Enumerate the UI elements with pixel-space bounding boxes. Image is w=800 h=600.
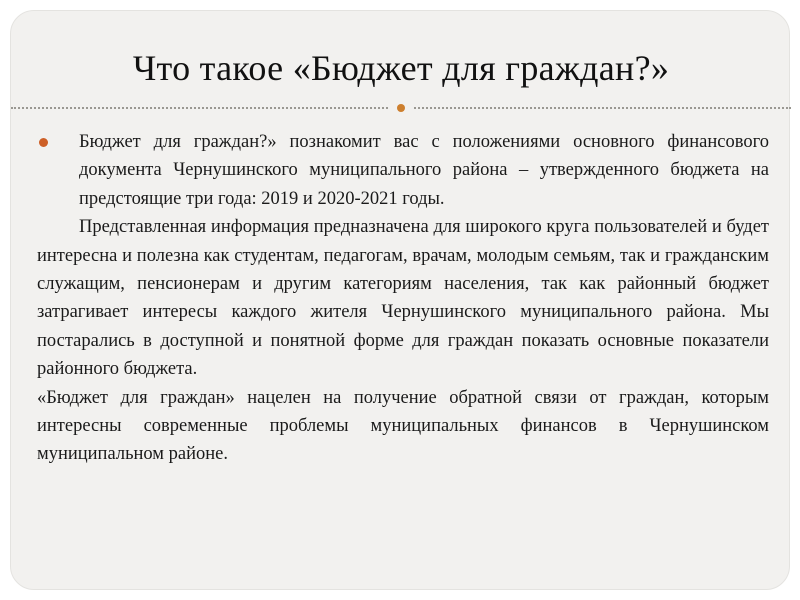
- body-paragraph-1: Представленная информация предназначена для широкого круга пользователей и будет интересна и полезна как студентам, педагогам, врачам, молодым семьям, так и гражданским служащим, пенсионерам и другим категориям населения, так как районный бюджет затрагивает интересы каждого жителя Чернушинского муниципального района. Мы постарались в доступной и понятной форме для граждан показать основные показатели районного бюджета.: [37, 217, 769, 380]
- bullet-text: Бюджет для граждан?» познакомит вас с положениями основного финансового документа Чернушинского муниципального района – утвержденного бюджета на предстоящие три года: 2019 и 2020-2021 годы.: [79, 132, 769, 209]
- slide-body: [37, 128, 769, 469]
- slide-title: Что такое «Бюджет для граждан?»: [132, 48, 670, 88]
- bullet-dot-icon: [39, 138, 48, 147]
- body-paragraph-2: «Бюджет для граждан» нацелен на получение обратной связи от граждан, которым интересны современные проблемы муниципальных финансов в Чернушинском муниципальном районе.: [37, 387, 769, 465]
- divider-dot-icon: [397, 104, 405, 112]
- title-divider: [11, 103, 791, 113]
- bullet-item: [37, 128, 769, 213]
- slide: [10, 10, 790, 590]
